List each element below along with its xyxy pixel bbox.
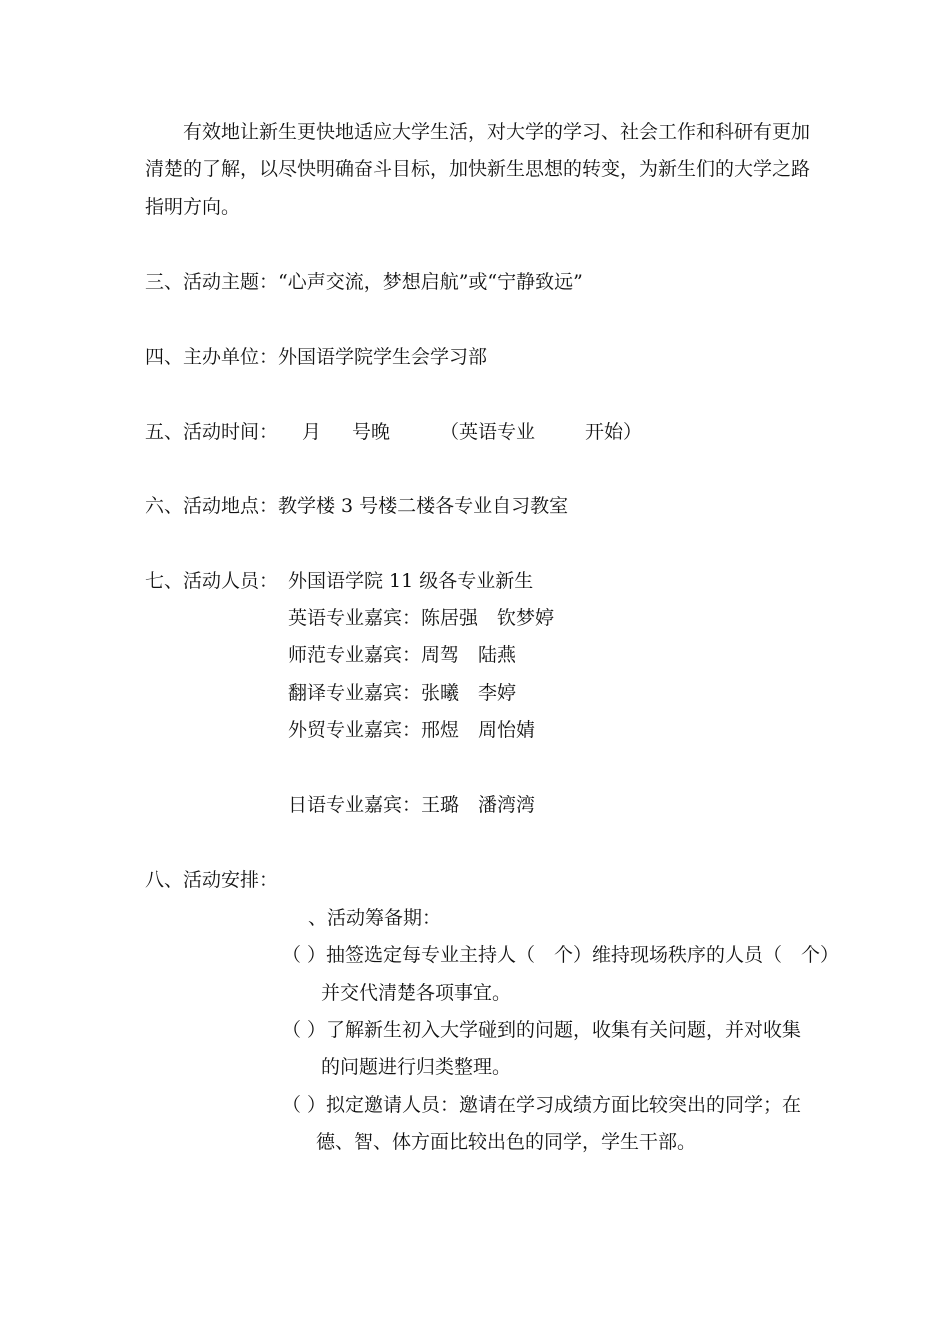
- guest-line: 英语专业嘉宾：陈居强 钦梦婷: [288, 607, 555, 629]
- section-theme: 三、活动主题：“心声交流，梦想启航”或“宁静致远”: [145, 271, 583, 293]
- arrangement-phase: 、活动筹备期：: [308, 907, 442, 929]
- guest-line: 翻译专业嘉宾：张曦 李婷: [288, 682, 517, 704]
- section-people-label: 七、活动人员：: [145, 570, 279, 592]
- intro-line-1: 有效地让新生更快地适应大学生活，对大学的学习、社会工作和科研有更加: [183, 121, 811, 143]
- arrangement-item-2: （ ）了解新生初入大学碰到的问题，收集有关问题，并对收集: [282, 1019, 802, 1041]
- section-time-day: 号晚: [352, 421, 391, 443]
- section-people-main: 外国语学院 11 级各专业新生: [288, 570, 534, 592]
- section-location: 六、活动地点：教学楼 3 号楼二楼各专业自习教室: [145, 495, 569, 517]
- section-time-label: 五、活动时间：: [145, 421, 279, 443]
- arrangement-item-3: （ ）拟定邀请人员：邀请在学习成绩方面比较突出的同学；在: [282, 1094, 802, 1116]
- arrangement-item-1-cont: 并交代清楚各项事宜。: [321, 982, 512, 1004]
- intro-line-2: 清楚的了解，以尽快明确奋斗目标，加快新生思想的转变，为新生们的大学之路: [145, 158, 811, 180]
- section-time-start: 开始）: [585, 421, 643, 443]
- guest-line: 师范专业嘉宾：周驾 陆燕: [288, 644, 517, 666]
- arrangement-item-1: （ ）抽签选定每专业主持人（ 个）维持现场秩序的人员（ 个）: [282, 944, 840, 966]
- arrangement-item-3-cont: 德、智、体方面比较出色的同学，学生干部。: [316, 1131, 697, 1153]
- section-arrangement-label: 八、活动安排：: [145, 869, 279, 891]
- guest-line: 日语专业嘉宾：王璐 潘湾湾: [288, 794, 536, 816]
- section-organizer: 四、主办单位：外国语学院学生会学习部: [145, 346, 488, 368]
- section-time-english: （英语专业: [440, 421, 536, 443]
- guest-line: 外贸专业嘉宾：邢煜 周怡婧: [288, 719, 536, 741]
- intro-line-3: 指明方向。: [145, 196, 241, 218]
- arrangement-item-2-cont: 的问题进行归类整理。: [321, 1056, 512, 1078]
- section-time-month: 月: [302, 421, 322, 443]
